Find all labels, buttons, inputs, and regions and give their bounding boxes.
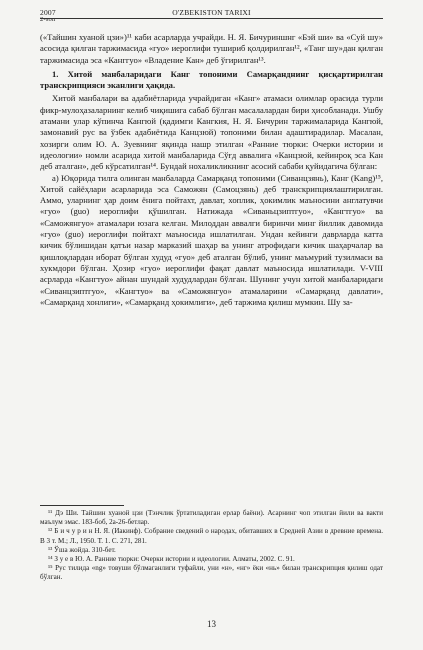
header-rule [40, 18, 383, 19]
section-heading: 1. Хитой манбаларидаги Канг топоними Самарқанднинг қисқартирилган транскрипцияси эканлиги ҳақида. [40, 68, 383, 91]
paragraph: Хитой манбалари ва адабиётларида учрайдиган «Канг» атамаси олимлар орасида турли фикр-мулоҳазаларнинг келиб чиқишига сабаб бўлган масалалардан бири ҳисобланади. Ушбу атамани улар кўпинча Кангюй (қадимги Кангкия, Н. Я. Бичурин таржималарида Кангюй, замонавий рус ва ўзбек адабиётида Канцзюй) топоними билан адаштирадилар. Масалан, хозирги олим Ю. А. Зуевнинг яқинда нашр этилган «Ранние тюрки: Очерки истории и идеологии» номли асарида хитой манбаларида Сўғд аввалига «Канцзюй, кейинроқ эса Кан деб аталган», деб кўрсатилган¹⁴. Бундай нохаликликнинг асосий сабаби қуйидагича бўлган: [40, 93, 383, 172]
paragraph: а) Юқорида тилга олинган манбаларда Самарқанд топоними (Сиванцзянь), Канг (Kang)¹⁵, Хитой сайёҳлари асарларида эса Саможян (Самоцзянь) деб транскрипциялаштирилган. Аммо, уларнинг ҳар доим ёнига пойтахт, давлат, хоплик, ҳокимлик маъносини англатувчи «гуо» (guo) иероглифи қўшилган. Натижада «Сиваньцзиптгуо», «Кангтгуо» ва «Саможянгуо» атамалари юзага келган. Милоддан аввалги биринчи минг йиллик давомида «гуо» (guo) иероглифи пойтахт маъносида ишлатилган. Ундан кейинги даврларда катта кичик бўлишидан қатъи назар марказий шаҳар ва унинг атрофидаги кичик шаҳарчалар ва қишлоқлардан иборат бўлган худуд «гуо» деб аталган бўлиб, унинг маъмурий тузилмаси ва хукмдори бўлган. Ҳозир «гуо» иероглифи фақат давлат маъносида ишлатилади. V-VIII асрларда «Кангтуо» айнан шундай худудлардан бўлган. Шунинг учун хитой манбаларидаги «Сиванцзиптгуо», «Кангтуо» ва «Саможянгуо» атамаларини «Самарқанд давлати», «Самарқанд хонлиги», «Самарқанд ҳокимлиги», деб таржима қилиш мумкин. Шу за- [40, 172, 383, 307]
header-journal-title: O'ZBEKISTON TARIXI [172, 8, 251, 17]
article-body [40, 32, 383, 308]
header-year: 2007 [40, 8, 56, 17]
footnotes [40, 509, 383, 583]
footnote-rule [40, 505, 124, 506]
paragraph: («Тайшин хуаной цзи»)¹¹ каби асарларда учрайди. Н. Я. Бичуриншнг «Бэй ши» ва «Суй шу» асосида қилган таржимасида «гуо» иероглифи тушириб қолдирилган¹², «Танг шу»дан қилган таржимасида эса «Канггуо» «Владение Кан» деб ўгирилган¹³. [40, 32, 383, 65]
footnote: ¹⁵ Рус тилида «ng» товуши бўлмаганлиги туфайли, уни «н», «нг» ёки «нь» билан транскрипция қилиш одат бўлган. [40, 564, 383, 582]
running-header [40, 8, 383, 24]
footnote: ¹⁴ З у е в Ю. А. Ранние тюрки: Очерки истории и идеологии. Алматы, 2002. С. 91. [48, 555, 295, 564]
footnote: ¹² Б и ч у р и н Н. Я. (Иакинф). Собрание сведений о народах, обитавших в Средней Азии в древние времена. В 3 т. М.; Л., 1950. Т. 1. С. 271, 281. [40, 527, 383, 545]
header-issue: 2-son [40, 16, 56, 23]
page-number: 13 [207, 619, 216, 629]
footnote: ¹³ Ўша жойда. 310-бет. [48, 545, 116, 554]
footnote: ¹¹ Дэ Ши. Тайшин хуаной цзи (Тэнчлик ўртатиладиган ерлар баёни). Асарнинг чоп этилган йили ва вакти маълум эмас. 183-боб, 2а-26-бетлар. [40, 509, 383, 527]
